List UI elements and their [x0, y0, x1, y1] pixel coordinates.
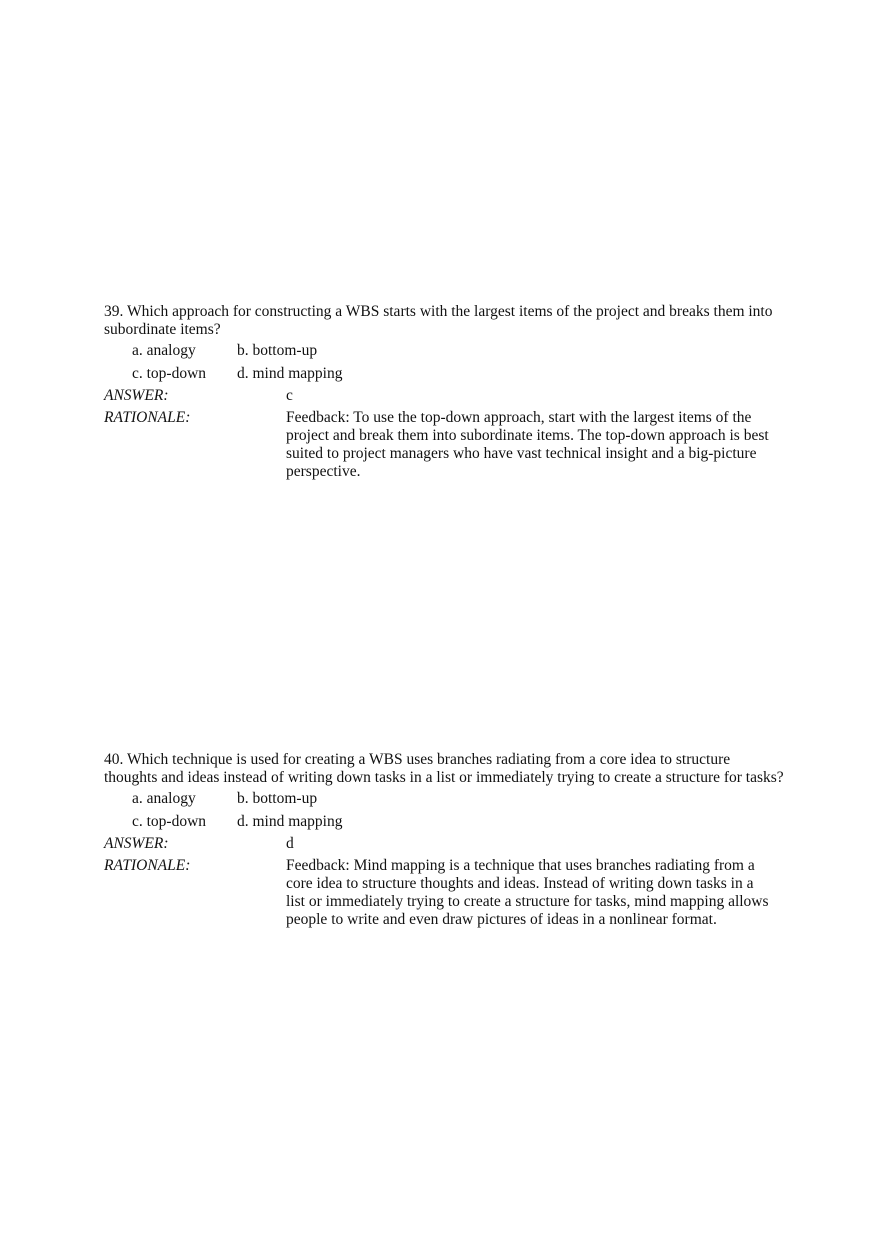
rationale-row: [104, 409, 784, 481]
answer-value: c: [286, 387, 293, 404]
question-text: 40. Which technique is used for creating a WBS uses branches radiating from a core idea to structure thoughts and ideas instead of writing down tasks in a list or immediately trying to create a structure for tasks?: [104, 751, 784, 786]
choice-d: d. mind mapping: [237, 365, 343, 382]
answer-label: ANSWER:: [104, 835, 169, 852]
rationale-label: RATIONALE:: [104, 409, 191, 426]
choice-list: [104, 789, 784, 831]
question-40: [104, 751, 784, 929]
rationale-row: [104, 857, 784, 929]
choice-d: d. mind mapping: [237, 813, 343, 830]
question-text: 39. Which approach for constructing a WBS starts with the largest items of the project and breaks them into subordinate items?: [104, 303, 773, 338]
choice-c: c. top-down: [132, 365, 207, 382]
choice-a: a. analogy: [132, 790, 196, 807]
choice-c: c. top-down: [132, 813, 207, 830]
choice-b: b. bottom-up: [237, 790, 318, 807]
rationale-label: RATIONALE:: [104, 857, 191, 874]
choice-b: b. bottom-up: [237, 342, 318, 359]
answer-label: ANSWER:: [104, 387, 169, 404]
choice-list: [104, 341, 784, 383]
question-39: [104, 303, 784, 481]
answer-row: [104, 835, 784, 853]
rationale-text: Feedback: To use the top-down approach, start with the largest items of the project and break them into subordinate items. The top-down approach is best suited to project managers who have vast technical insight and a big-picture perspective.: [286, 409, 769, 480]
choice-a: a. analogy: [132, 342, 196, 359]
answer-row: [104, 387, 784, 405]
rationale-text: Feedback: Mind mapping is a technique that uses branches radiating from a core idea to structure thoughts and ideas. Instead of writing down tasks in a list or immediately trying to create a structure for tasks, mind mapping allows people to write and even draw pictures of ideas in a nonlinear format.: [286, 857, 769, 928]
answer-value: d: [286, 835, 294, 852]
